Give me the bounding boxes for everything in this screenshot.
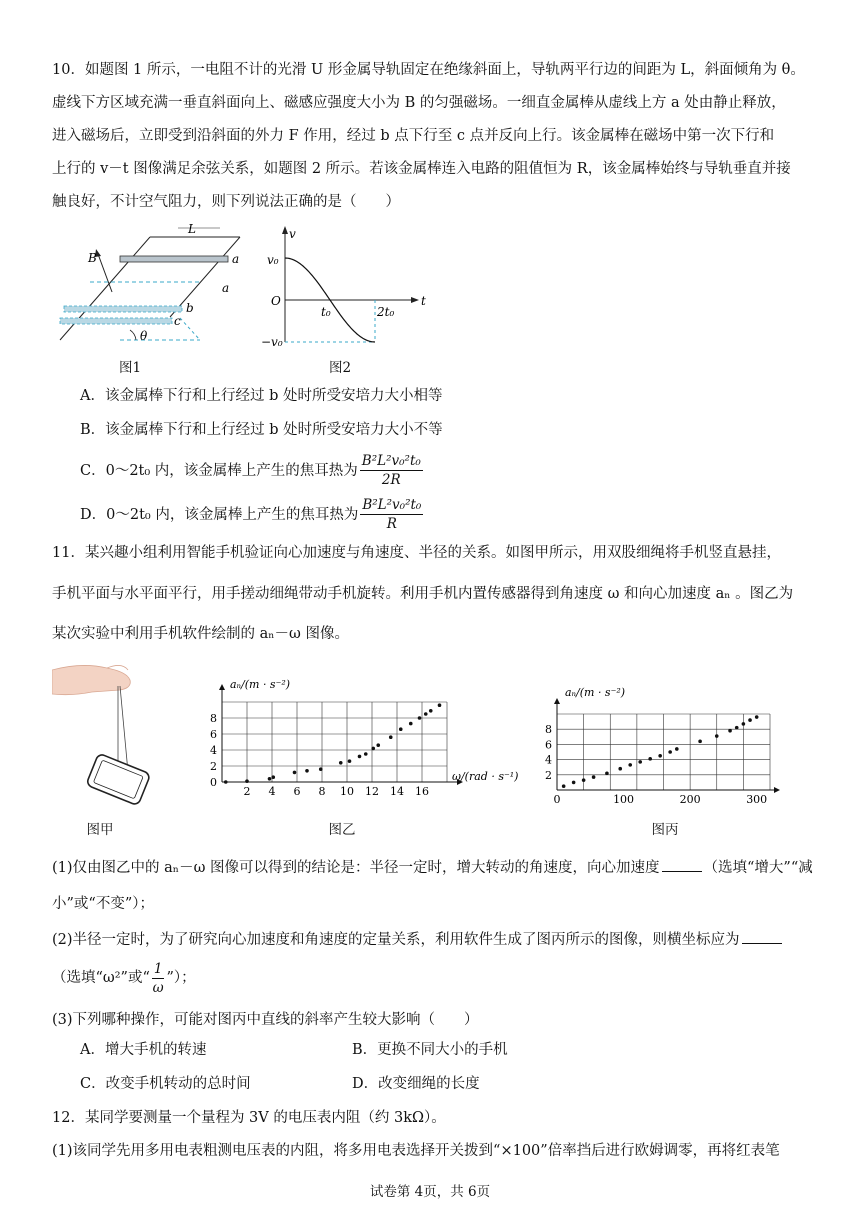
x-tick-label: 200 [679, 793, 701, 806]
data-point [675, 747, 679, 751]
data-point [648, 757, 652, 761]
fig-jia-caption: 图甲 [86, 822, 114, 838]
x-axis-label: ω/(rad · s⁻¹) [452, 770, 519, 783]
y-tick-label: 4 [545, 753, 552, 767]
fig2-label-t0: t₀ [321, 305, 331, 319]
data-point [399, 727, 403, 731]
fig1-label-B: B [88, 251, 97, 265]
q11-option-b: B．更换不同大小的手机 [352, 1042, 508, 1058]
fig1-label-theta: θ [140, 329, 148, 343]
data-point [735, 726, 739, 730]
data-point [376, 743, 380, 747]
q10-option-a: A．该金属棒下行和上行经过 b 处时所受安培力大小相等 [80, 388, 443, 404]
x-tick-label: 4 [268, 785, 276, 798]
q10-option-d-text: D．0～2t₀ 内，该金属棒上产生的焦耳热为 [80, 506, 359, 523]
q11-sub2-denominator: ω [152, 979, 164, 996]
q12-line-1: 12．某同学要测量一个量程为 3V 的电压表内阻（约 3kΩ）。 [52, 1110, 446, 1126]
q10-figure-1 [50, 222, 260, 352]
q10-figure-2 [255, 222, 430, 352]
data-point [358, 755, 362, 759]
q11-line-2: 手机平面与水平面平行，用手搓动细绳带动手机旋转。利用手机内置传感器得到角速度 ω 和向心加速度 aₙ 。图乙为 [52, 586, 794, 602]
fig1-label-L: L [188, 222, 196, 236]
q11-sub1-hint: （选填“增大”“减 [703, 860, 813, 876]
q11-chart-yi [200, 672, 520, 812]
q11-option-a: A．增大手机的转速 [80, 1042, 207, 1058]
q11-line-1: 11．某兴趣小组利用智能手机验证向心加速度与角速度、半径的关系。如图甲所示，用双股细绳将手机竖直悬挂， [52, 545, 781, 561]
q11-sub3: (3)下列哪种操作，可能对图丙中直线的斜率产生较大影响（ ） [52, 1012, 479, 1028]
q10-option-d [80, 496, 425, 533]
y-tick-label: 8 [545, 723, 552, 737]
data-point [319, 767, 323, 771]
q10-line-4: 上行的 v－t 图像满足余弦关系，如题图 2 所示。若该金属棒连入电路的阻值恒为 R，该金属棒始终与导轨垂直并接 [52, 161, 791, 177]
data-point [339, 761, 343, 765]
x-tick-label: 16 [415, 785, 429, 798]
q11-sub2-line-1 [52, 924, 822, 957]
data-point [715, 734, 719, 738]
y-tick-label: 6 [545, 738, 552, 752]
q11-sub1-line-2: 小”或“不变”）； [52, 896, 154, 912]
data-point [371, 747, 375, 751]
data-point [389, 735, 393, 739]
x-tick-label: 300 [746, 793, 768, 806]
fig1-label-a-region: a [222, 281, 230, 295]
q11-option-c: C．改变手机转动的总时间 [80, 1076, 251, 1092]
y-tick-label: 0 [210, 776, 217, 789]
x-axis-arrow [774, 787, 780, 793]
fig1-label-c: c [174, 314, 181, 328]
data-point [293, 771, 297, 775]
q11-sub2-numerator: 1 [153, 960, 163, 977]
data-point [268, 777, 272, 781]
x-tick-label: 14 [390, 785, 404, 798]
q11-sub2-fraction [152, 960, 165, 997]
q11-sub1-line-1 [52, 852, 822, 885]
y-tick-label: 2 [210, 760, 217, 773]
x-tick-label: 100 [613, 793, 635, 806]
q11-sub2-blank[interactable] [742, 929, 782, 944]
fig2-label-v0: v₀ [267, 253, 279, 267]
q11-sub2-hint-end: ”）； [166, 970, 196, 986]
data-point [245, 779, 249, 783]
data-point [418, 716, 422, 720]
y-axis-arrow [219, 684, 225, 690]
q11-sub1-text: (1)仅由图乙中的 aₙ－ω 图像可以得到的结论是：半径一定时，增大转动的角速度，向心加速度 [52, 860, 660, 876]
data-point [728, 729, 732, 733]
q12-line-2: (1)该同学先用多用电表粗测电压表的内阻，将多用电表选择开关拨到“×100”倍率挡后进行欧姆调零，再将红表笔 [52, 1143, 780, 1159]
x-tick-label: 6 [293, 785, 301, 798]
data-point [438, 703, 442, 707]
q11-sub2-hint: （选填“ω²”或“ [52, 970, 150, 986]
data-point [668, 750, 672, 754]
q10-option-d-fraction [360, 496, 423, 533]
data-point [748, 718, 752, 722]
q11-option-d: D．改变细绳的长度 [352, 1076, 480, 1092]
fig2-label-2t0: 2t₀ [377, 305, 395, 319]
fig2-label-neg-v0: −v₀ [261, 335, 283, 349]
q11-figure-jia [52, 662, 162, 807]
q10-option-c-fraction [360, 452, 423, 489]
q11-line-3: 某次实验中利用手机软件绘制的 aₙ－ω 图像。 [52, 626, 349, 642]
q10-option-d-numerator: B²L²v₀²t₀ [362, 497, 422, 513]
data-point [755, 715, 759, 719]
fig2-label-t: t [421, 294, 426, 308]
page-footer: 试卷第 4页，共 6页 [369, 1184, 491, 1200]
data-point [658, 754, 662, 758]
y-axis-label: aₙ/(m · s⁻²) [230, 678, 291, 691]
fig2-label-v: v [289, 227, 296, 241]
q10-line-3: 进入磁场后，立即受到沿斜面的外力 F 作用，经过 b 点下行至 c 点并反向上行。该金属棒在磁场中第一次下行和 [52, 128, 775, 144]
fig-yi-caption: 图乙 [328, 822, 356, 838]
fig1-label-a: a [232, 252, 240, 266]
q11-chart-bing [535, 682, 785, 807]
x-tick-label: 8 [318, 785, 326, 798]
data-point [224, 780, 228, 784]
fig1-caption: 图1 [118, 360, 142, 376]
fig2-caption: 图2 [328, 360, 352, 376]
data-point [271, 775, 275, 779]
y-tick-label: 2 [545, 768, 552, 782]
q10-option-b: B．该金属棒下行和上行经过 b 处时所受安培力大小不等 [80, 422, 443, 438]
data-point [592, 775, 596, 779]
q10-option-d-denominator: R [386, 516, 397, 532]
q10-line-5: 触良好，不计空气阻力，则下列说法正确的是（ ） [52, 194, 400, 210]
data-point [364, 752, 368, 756]
data-point [638, 760, 642, 764]
fig2-label-O: O [271, 294, 281, 308]
fig-bing-caption: 图丙 [651, 822, 679, 838]
q11-sub2-text: (2)半径一定时，为了研究向心加速度和角速度的定量关系，利用软件生成了图丙所示的图像，则横坐标应为 [52, 932, 740, 948]
data-point [618, 767, 622, 771]
q11-sub2-line-2 [52, 958, 822, 998]
y-tick-label: 6 [210, 728, 217, 741]
y-axis-arrow [554, 698, 560, 704]
x-tick-label: 12 [365, 785, 379, 798]
data-point [429, 709, 433, 713]
q10-option-c-text: C．0～2t₀ 内，该金属棒上产生的焦耳热为 [80, 462, 358, 479]
data-point [742, 722, 746, 726]
data-point [605, 771, 609, 775]
q11-sub1-blank[interactable] [662, 857, 702, 872]
q10-option-c [80, 452, 425, 489]
data-point [562, 784, 566, 788]
q10-option-c-denominator: 2R [381, 472, 401, 488]
data-point [572, 781, 576, 785]
x-tick-label: 2 [243, 785, 251, 798]
y-tick-label: 8 [210, 712, 217, 725]
data-point [305, 769, 309, 773]
y-tick-label: 4 [210, 744, 217, 757]
q10-line-1: 10．如题图 1 所示，一电阻不计的光滑 U 形金属导轨固定在绝缘斜面上，导轨两平行边的间距为 L，斜面倾角为 θ。 [52, 62, 805, 78]
x-tick-label: 10 [340, 785, 354, 798]
data-point [628, 763, 632, 767]
data-point [409, 722, 413, 726]
q10-option-c-numerator: B²L²v₀²t₀ [361, 453, 421, 469]
y-axis-label: aₙ/(m · s⁻²) [565, 686, 626, 699]
data-point [348, 759, 352, 763]
fig1-label-b: b [186, 301, 194, 315]
x-tick-label: 0 [553, 793, 561, 806]
q10-line-2: 虚线下方区域充满一垂直斜面向上、磁感应强度大小为 B 的匀强磁场。一细直金属棒从虚线上方 a 处由静止释放， [52, 95, 786, 111]
data-point [698, 740, 702, 744]
data-point [582, 778, 586, 782]
data-point [424, 712, 428, 716]
